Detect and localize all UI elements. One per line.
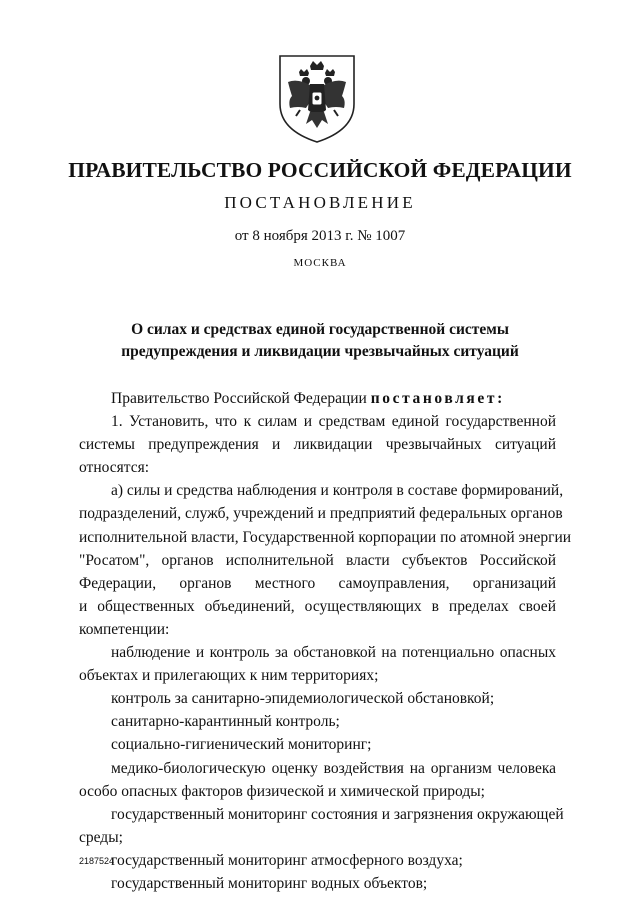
list-item-line: государственный мониторинг атмосферного воздуха; [111,851,463,869]
paragraph-line: Федерации, органов местного самоуправления, организаций [79,574,556,592]
list-item-line: объектах и прилегающих к ним территориях; [79,667,379,685]
list-item-line: контроль за санитарно-эпидемиологической обстановкой; [111,690,495,708]
paragraph-line: относятся: [79,459,150,477]
subject-line: предупреждения и ликвидации чрезвычайных ситуаций [121,343,519,360]
paragraph-line: и общественных объединений, осуществляющих в пределах своей [79,597,556,615]
list-item-line: социально-гигиенический мониторинг; [111,736,372,754]
document-date-number: от 8 ноября 2013 г. № 1007 [234,228,406,244]
government-title: ПРАВИТЕЛЬСТВО РОССИЙСКОЙ ФЕДЕРАЦИИ [68,158,572,182]
list-item-line: среды; [79,828,123,846]
paragraph-line: "Росатом", органов исполнительной власти субъектов Российской [79,551,556,569]
subject-line: О силах и средствах единой государственной системы [131,321,509,338]
paragraph-line: подразделений, служб, учреждений и предприятий федеральных органов [79,505,563,523]
list-item-line: особо опасных факторов физической и химической природы; [79,782,485,800]
document-id: 2187524 [79,856,115,866]
list-item-line: наблюдение и контроль за обстановкой на потенциально опасных [111,644,556,662]
paragraph-line: 1. Установить, что к силам и средствам единой государственной [111,413,556,431]
list-item-line: государственный мониторинг водных объектов; [111,874,428,892]
list-item-line: медико-биологическую оценку воздействия на организм человека [111,759,556,777]
paragraph-line: компетенции: [79,620,170,638]
intro-verb: постановляет: [370,390,505,407]
document-type: ПОСТАНОВЛЕНИЕ [224,193,416,212]
intro-text: Правительство Российской Федерации [111,390,371,407]
paragraph-line: исполнительной власти, Государственной корпорации по атомной энергии [79,528,572,546]
document-city: МОСКВА [293,257,347,269]
body-intro [79,387,556,410]
list-item-line: государственный мониторинг состояния и загрязнения окружающей [111,805,564,823]
document-body [79,387,572,895]
list-item-line: санитарно-карантинный контроль; [111,713,340,731]
russian-coat-of-arms-icon [276,52,358,144]
document-subject [0,319,640,363]
paragraph-line: системы предупреждения и ликвидации чрезвычайных ситуаций [79,436,556,454]
paragraph-line: а) силы и средства наблюдения и контроля в составе формирований, [111,482,564,500]
